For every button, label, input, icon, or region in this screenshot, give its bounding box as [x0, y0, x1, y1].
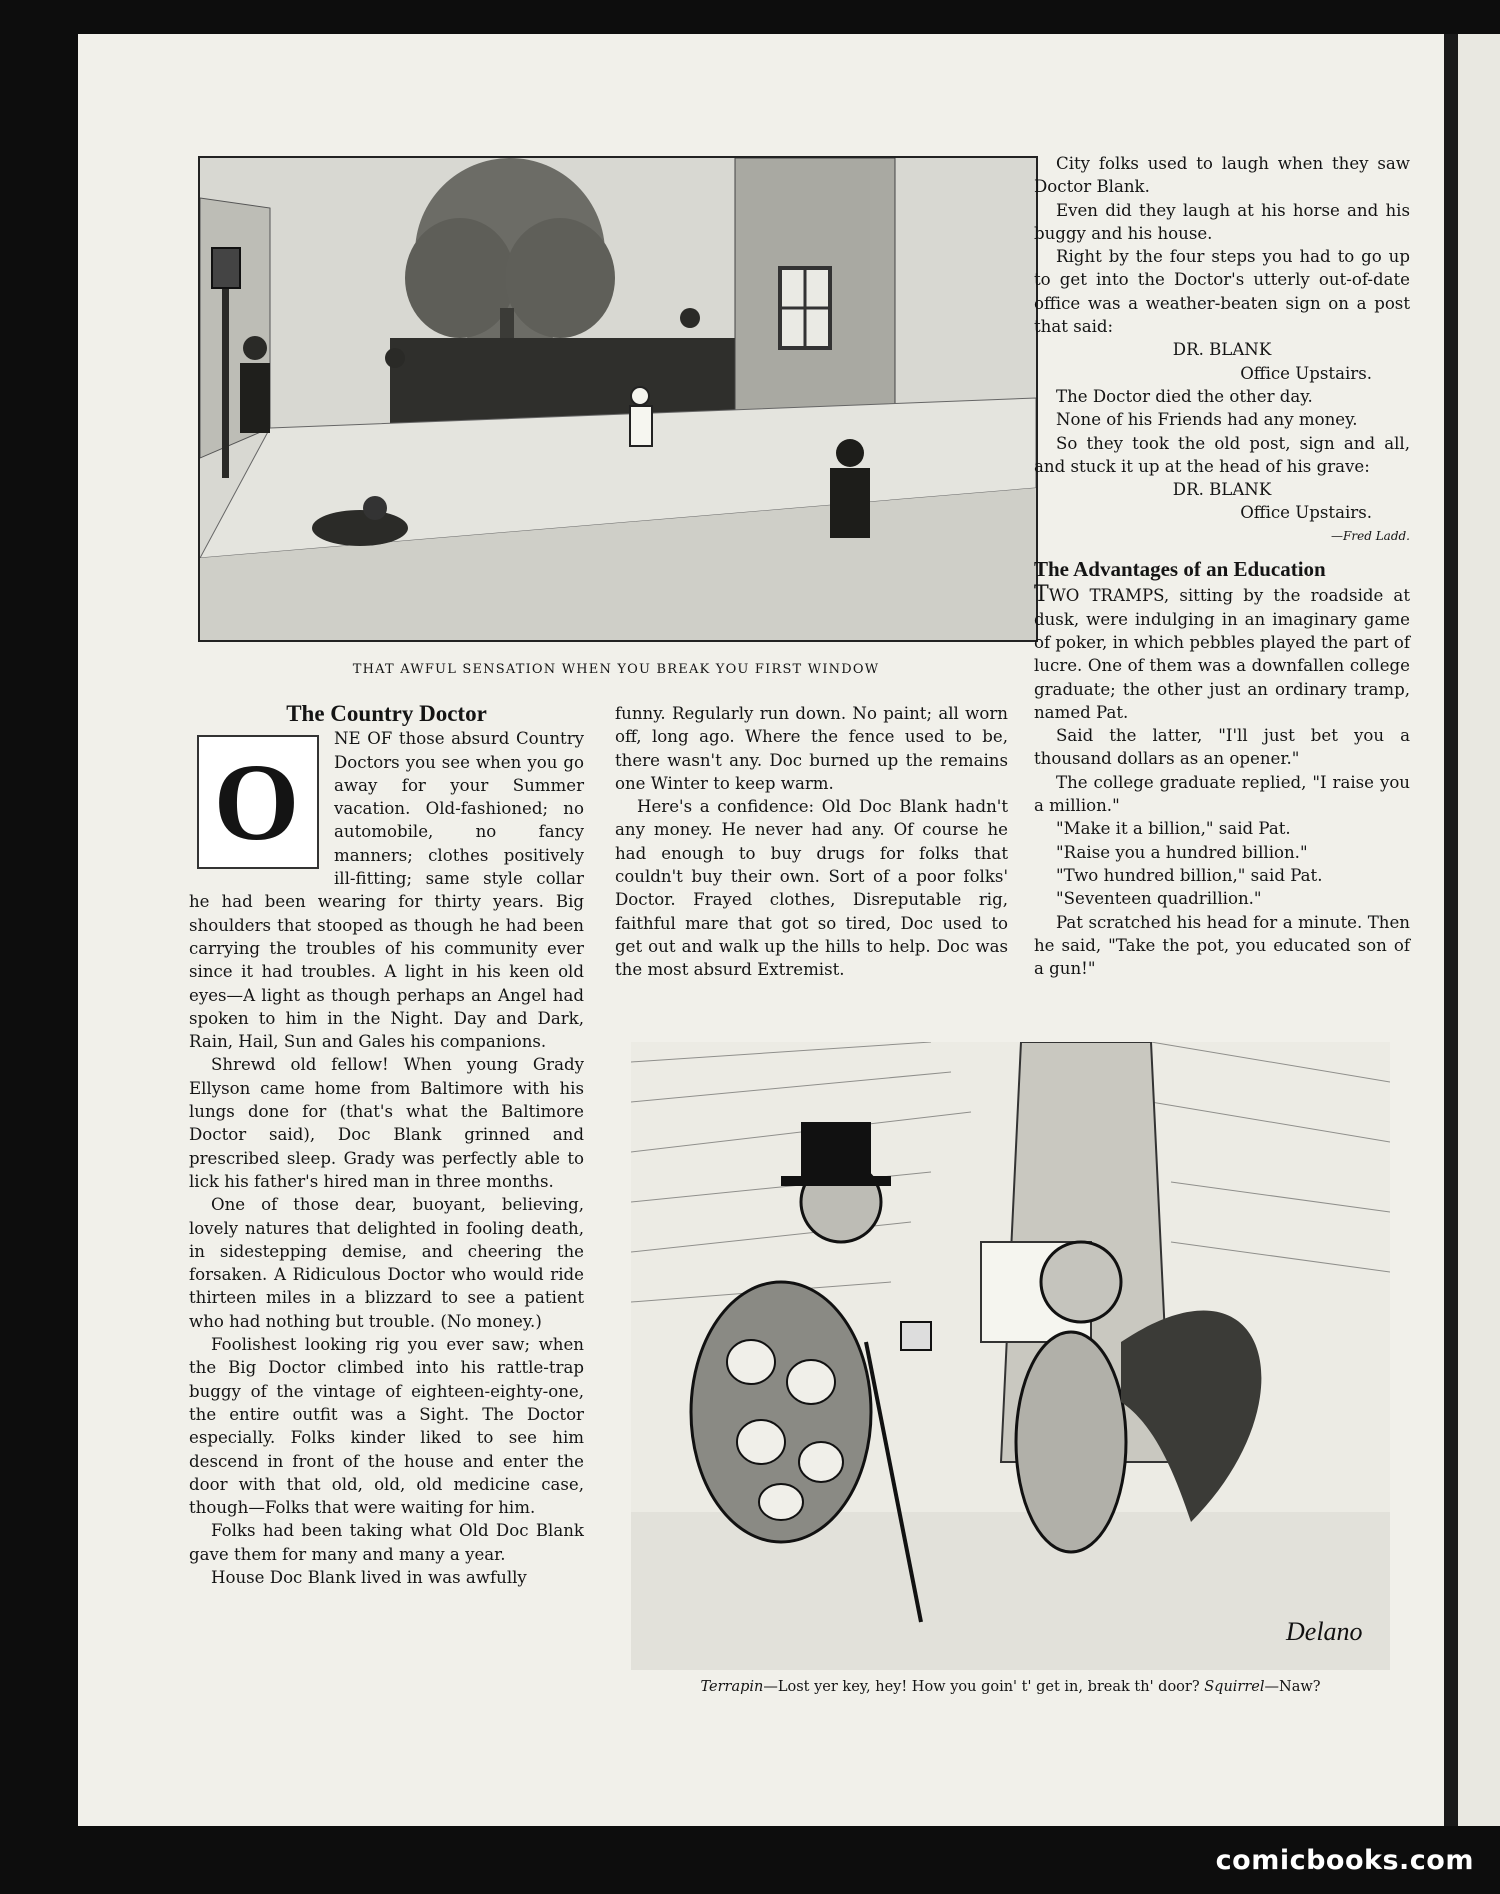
- paragraph: None of his Friends had any money.: [1056, 410, 1358, 430]
- paragraph: City folks used to laugh when they saw Doctor Blank.: [1034, 154, 1410, 197]
- paragraph-text: sitting by the roadside at dusk, were indulging in an imaginary game of poker, in which pebbles played the part of lucre. One of them was a downfallen college graduate; the other just an ordinary tramp, named Pat.: [1034, 586, 1410, 722]
- page-gutter: [1444, 34, 1458, 1826]
- sign-text: DR. BLANK: [1172, 480, 1272, 500]
- paragraph: NE OF those absurd Country Doctors you see when you go away for your Summer vacation. Old-fashioned; no automobile, no fancy manners; clothes positively ill-fitting; same style collar he had been wearing for thirty years. Big shoulders that stooped as though he had been carrying the troubles of his community ever since it had troubles. A light in his keen old eyes—A light as though perhaps an Angel had spoken to him in the Night. Day and Dark, Rain, Hail, Sun and Gales his companions.: [189, 729, 584, 1052]
- sign-text: DR. BLANK: [1172, 340, 1272, 360]
- author-credit: —Fred Ladd.: [1331, 528, 1410, 543]
- terrapin-squirrel-cartoon: [631, 1042, 1390, 1670]
- column-2: [615, 702, 1008, 982]
- article-title-advantages: The Advantages of an Education: [1034, 557, 1326, 582]
- caption-text: —Lost yer key, hey! How you goin' t' get in, break th' door?: [763, 1679, 1200, 1695]
- article-title-country-doctor: The Country Doctor: [286, 701, 487, 726]
- paragraph: Here's a confidence: Old Doc Blank hadn't any money. He never had any. Of course he had enough to buy drugs for folks that couldn't buy their own. Sort of a poor folks' Doctor. Frayed clothes, Disreputable rig, faithful mare that got so tired, Doc used to get out and walk up the hills to help. Doc was the most absurd Extremist.: [615, 797, 1008, 980]
- paragraph: [1034, 583, 1410, 724]
- paragraph: The Doctor died the other day.: [1056, 386, 1313, 406]
- artist-signature: Delano: [1286, 1617, 1363, 1646]
- dropcap-letter: O: [213, 741, 300, 864]
- figure2-caption: [631, 1679, 1390, 1695]
- caption-text: —Naw?: [1264, 1679, 1321, 1695]
- next-page-edge: [1458, 34, 1500, 1826]
- paragraph: One of those dear, buoyant, believing, lovely natures that delighted in fooling death, in sidestepping demise, and cheering the forsaken. A Ridiculous Doctor who would ride thirteen miles in a blizzard to see a patient who had nothing but trouble. (No money.): [189, 1195, 584, 1331]
- ornamental-dropcap: [189, 729, 324, 879]
- paragraph: Even did they laugh at his horse and his buggy and his house.: [1034, 200, 1410, 243]
- dropcap-letter: T: [1034, 582, 1049, 608]
- lead-in: WO TRAMPS,: [1048, 586, 1170, 606]
- caption-speaker: Squirrel: [1204, 1679, 1265, 1695]
- caption-speaker: Terrapin: [700, 1679, 764, 1695]
- paragraph: "Raise you a hundred billion.": [1056, 842, 1308, 862]
- sign-text: Office Upstairs.: [1240, 503, 1372, 523]
- column-1: [189, 702, 584, 1589]
- paragraph: So they took the old post, sign and all, and stuck it up at the head of his grave:: [1034, 433, 1410, 476]
- column-3: [1034, 152, 1410, 980]
- paragraph: "Seventeen quadrillion.": [1056, 889, 1262, 909]
- street-scene-illustration: [198, 156, 1038, 642]
- paragraph: Said the latter, "I'll just bet you a thousand dollars as an opener.": [1034, 726, 1410, 769]
- paragraph: "Make it a billion," said Pat.: [1056, 819, 1291, 839]
- paragraph: Folks had been taking what Old Doc Blank gave them for many and many a year.: [189, 1521, 584, 1564]
- paragraph: Foolishest looking rig you ever saw; when the Big Doctor climbed into his rattle-trap buggy of the vintage of eighteen-eighty-one, the entire outfit was a Sight. The Doctor especially. Folks kinder liked to see him descend in front of the house and enter the door with that old, old, old medicine case, though—Folks that were waiting for him.: [189, 1335, 584, 1518]
- paragraph: "Two hundred billion," said Pat.: [1056, 865, 1323, 885]
- paragraph: Pat scratched his head for a minute. Then he said, "Take the pot, you educated son of a gun!": [1034, 912, 1410, 979]
- paragraph: Right by the four steps you had to go up to get into the Doctor's utterly out-of-date office was a weather-beaten sign on a post that said:: [1034, 247, 1410, 337]
- figure1-caption: THAT AWFUL SENSATION WHEN YOU BREAK YOU FIRST WINDOW: [352, 662, 880, 677]
- paragraph: The college graduate replied, "I raise you a million.": [1034, 772, 1410, 816]
- paragraph: funny. Regularly run down. No paint; all worn off, long ago. Where the fence used to be, there wasn't any. Doc burned up the remains one Winter to keep warm.: [615, 704, 1008, 793]
- paragraph: House Doc Blank lived in was awfully: [211, 1567, 527, 1587]
- sign-text: Office Upstairs.: [1240, 363, 1372, 383]
- paragraph: Shrewd old fellow! When young Grady Ellyson came home from Baltimore with his lungs done for (that's what the Baltimore Doctor said), Doc Blank grinned and prescribed sleep. Grady was perfectly able to lick his father's hired man in three months.: [189, 1055, 584, 1191]
- site-watermark: comicbooks.com: [1215, 1845, 1474, 1876]
